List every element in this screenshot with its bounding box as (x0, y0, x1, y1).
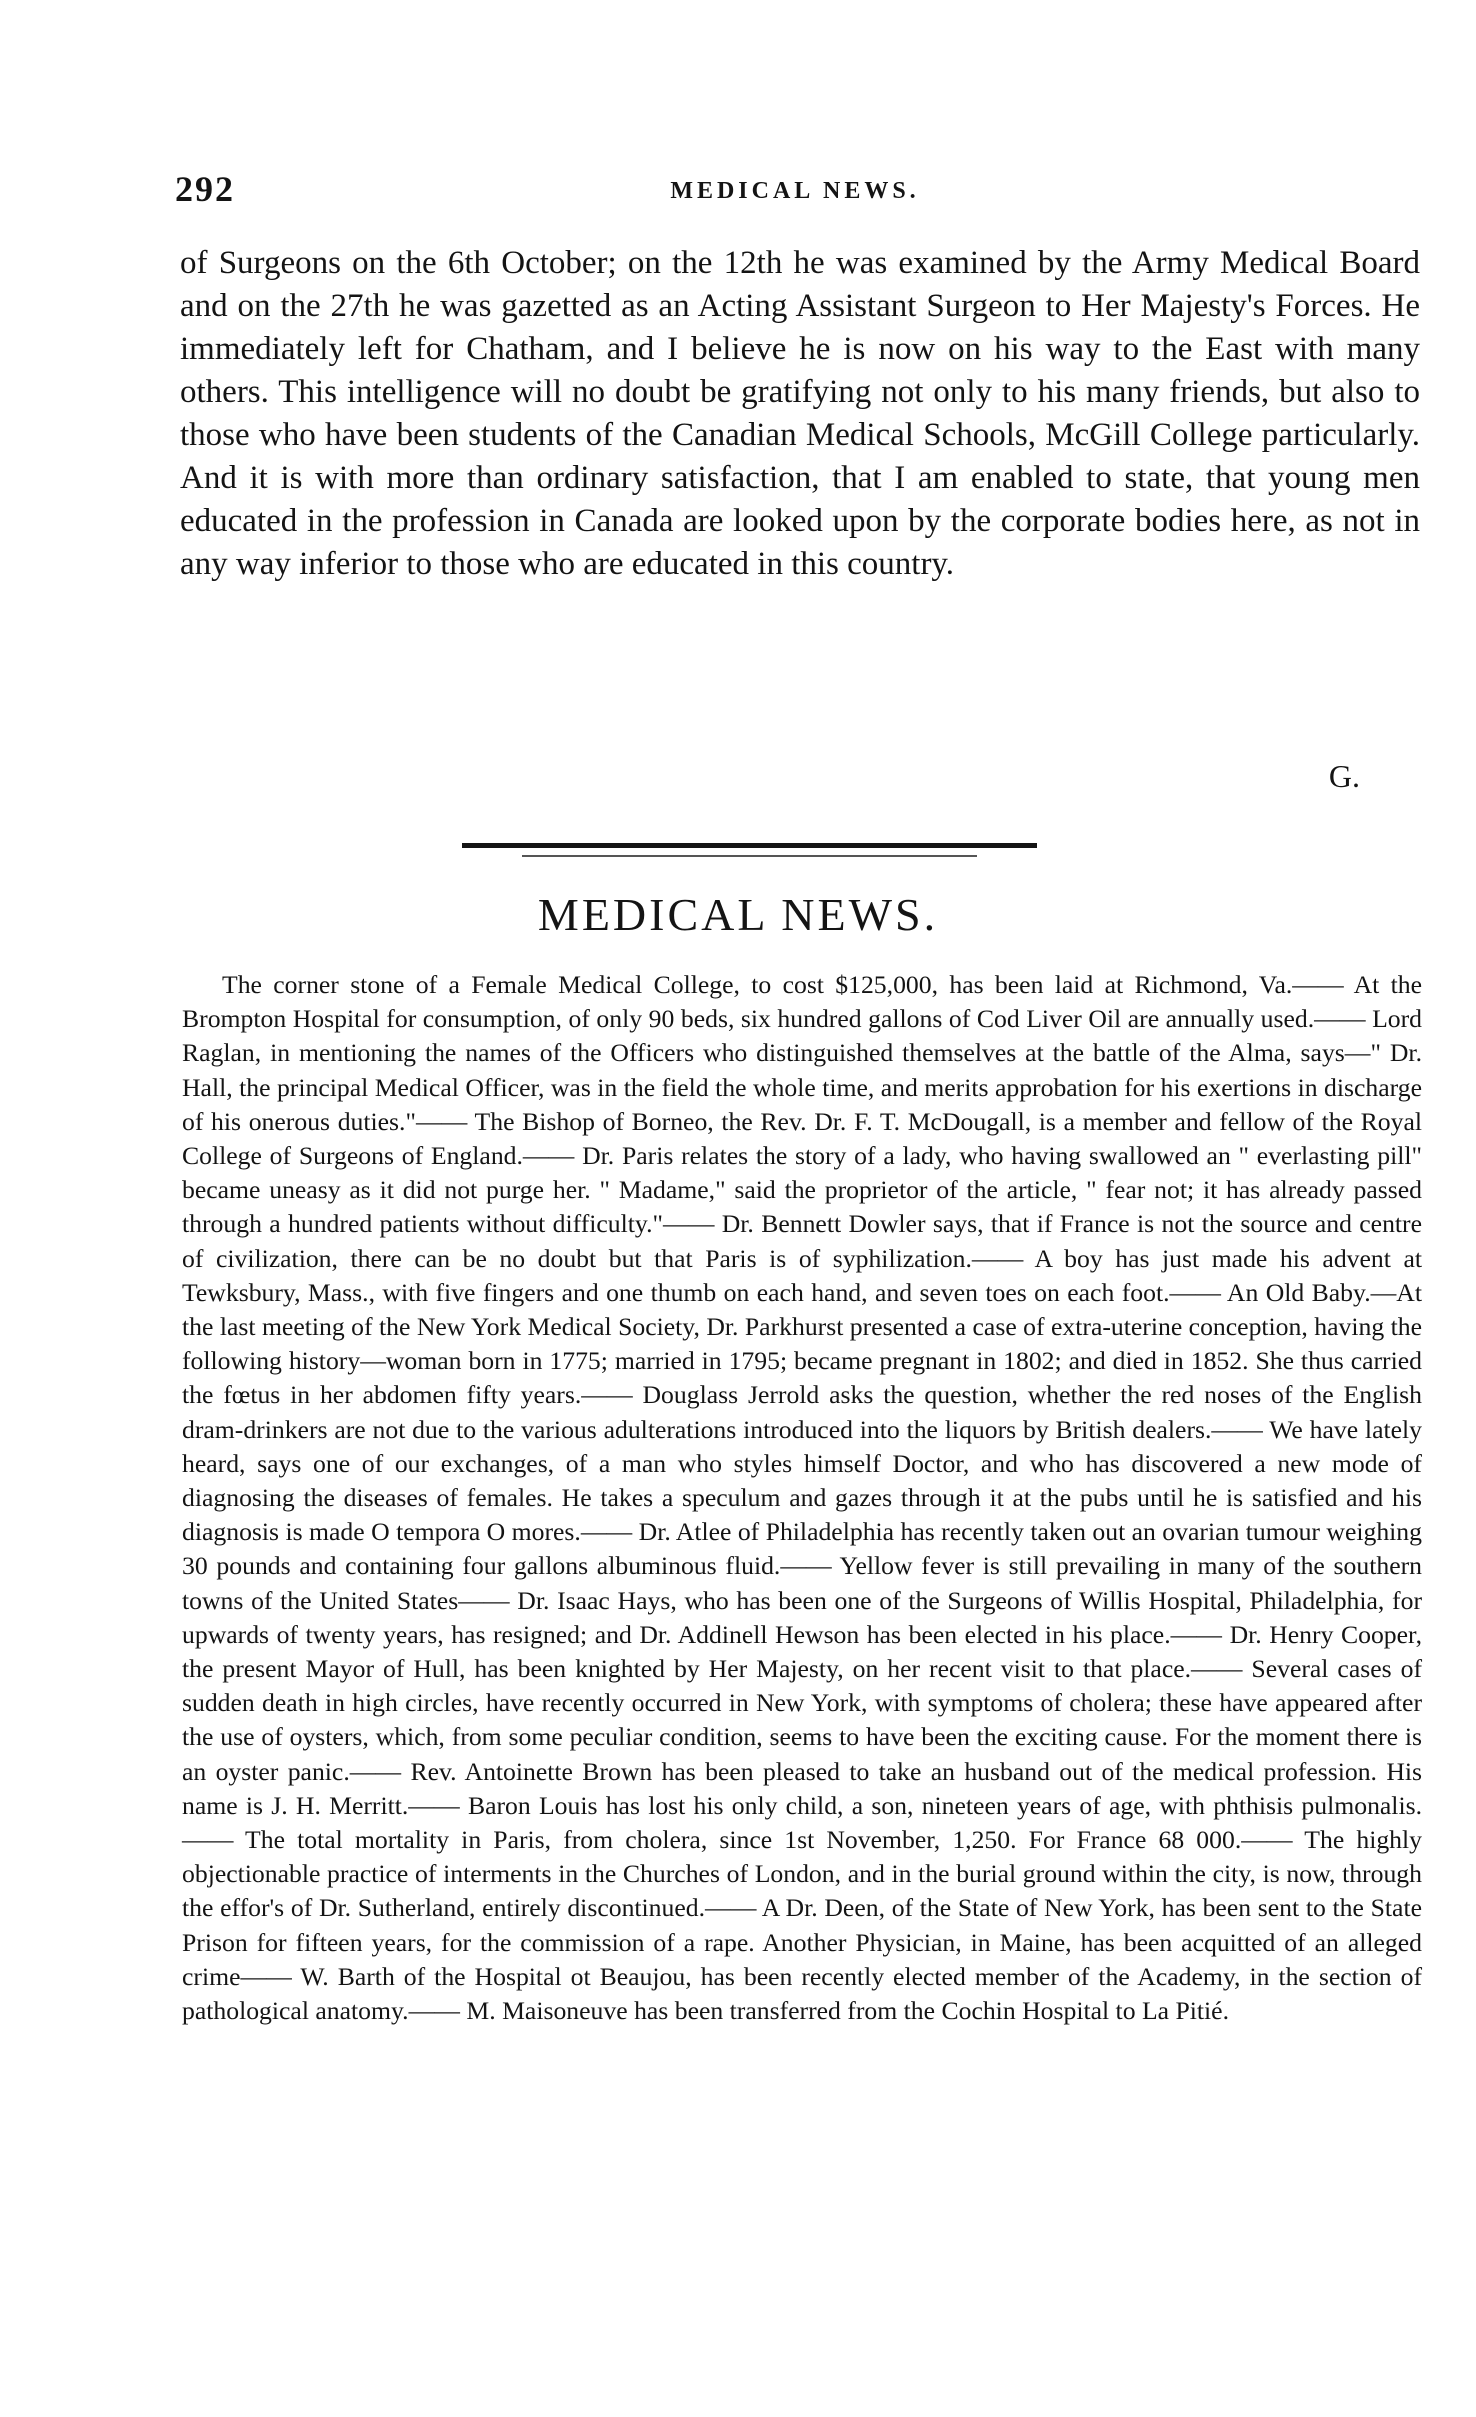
letter-body: of Surgeons on the 6th October; on the 12th he was examined by the Army Medical Board and on the 27th he was gazetted as an Acting Assistant Surgeon to Her Majesty's Forces. He immediately left for Chatham, and I believe he is now on his way to the East with many others. This intelligence will no doubt be gratifying not only to his many friends, but also to those who have been students of the Canadian Medical Schools, McGill College particularly. And it is with more than ordinary satisfaction, that I am enabled to state, that young men educated in the profession in Canada are looked upon by the corporate bodies here, as not in any way inferior to those who are educated in this country. (180, 245, 1420, 582)
running-header (175, 168, 1415, 218)
news-item: An Old Baby.—At the last meeting of the New York Medical Society, Dr. Parkhurst presented a case of extra-uterine conception, having the following history—woman born in 1775; married in 1795; became pregnant in 1802; and died in 1852. She thus carried the fœtus in her abdomen fifty years.—— (182, 1277, 1422, 1410)
news-paragraph (182, 968, 1422, 2028)
news-item: W. Barth of the Hospital ot Beaujou, has been recently elected member of the Academy, in the section of pathological anatomy.—— (182, 1961, 1422, 2026)
news-item: Dr. Atlee of Philadelphia has recently taken out an ovarian tumour weighing 30 pounds and containing four gallons albuminous fluid.—— (182, 1517, 1422, 1581)
news-item: The highly objectionable practice of interments in the Churches of London, and in the burial ground within the city, is now, through the effor's of Dr. Sutherland, entirely discontinued.—— (182, 1825, 1423, 1923)
news-item: Dr. Henry Cooper, the present Mayor of Hull, has been knighted by Her Majesty, on her recent visit to that place.—— (182, 1619, 1422, 1684)
news-item: M. Maisoneuve has been transferred from the Cochin Hospital to La Pitié. (466, 1996, 1229, 2026)
news-item: The corner stone of a Female Medical College, to cost $125,000, has been laid at Richmond, Va.—— (222, 970, 1344, 999)
news-item: Yellow fever is still prevailing in many of the southern towns of the United States—— (182, 1551, 1423, 1615)
news-item: The Bishop of Borneo, the Rev. Dr. F. T. McDougall, is a member and fellow of the Royal College of Surgeons of England.—— (182, 1106, 1422, 1171)
news-item: Several cases of sudden death in high circles, have recently occurred in New York, with symptoms of cholera; these have appeared after the use of oysters, which, from some peculiar condition, seems to have been the exciting cause. For the moment there is an oyster panic.—— (182, 1654, 1422, 1786)
page-number: 292 (175, 169, 235, 209)
running-title: MEDICAL NEWS. (670, 178, 920, 204)
news-item: A boy has just made his advent at Tewksbury, Mass., with five fingers and one thumb on each hand, and seven toes on each foot.—— (182, 1243, 1422, 1307)
news-item: Dr. Paris relates the story of a lady, who having swallowed an " everlasting pill" became uneasy as it did not purge her. " Madame," said the proprietor of the article, " fear not; it has already passed through a hundred patients without difficulty."—— (182, 1141, 1423, 1239)
news-item: The total mortality in Paris, from cholera, since 1st November, 1,250. For France 68 000.—— (245, 1825, 1293, 1855)
news-item: Dr. Isaac Hays, who has been one of the Surgeons of Willis Hospital, Philadelphia, for upwards of twenty years, has resigned; and Dr. Addinell Hewson has been elected in his place.—— (182, 1585, 1423, 1649)
news-item: Baron Louis has lost his only child, a son, nineteen years of age, with phthisis pulmonalis.—— (182, 1790, 1422, 1855)
news-item: Lord Raglan, in mentioning the names of the Officers who distinguished themselves at the battle of the Alma, says—" Dr. Hall, the principal Medical Officer, was in the field the whole time, and merits approbation for his exertions in discharge of his onerous duties."—— (182, 1004, 1422, 1136)
divider-thick-rule (462, 843, 1037, 848)
divider-thin-rule (522, 855, 977, 857)
section-title: MEDICAL NEWS. (537, 889, 939, 940)
news-item: At the Brompton Hospital for consumption, of only 90 beds, six hundred gallons of Cod Liver Oil are annually used.—— (182, 970, 1422, 1034)
news-item: We have lately heard, says one of our exchanges, of a man who styles himself Doctor, and who has discovered a new mode of diagnosing the diseases of females. He takes a speculum and gazes through it at the pubs until he is satisfied and his diagnosis is made O tempora O mores.—— (182, 1414, 1422, 1547)
news-column (182, 968, 1422, 2028)
news-item: Douglass Jerrold asks the question, whether the red noses of the English dram-drinkers are not due to the various adulterations introduced into the liquors by British dealers.—— (182, 1380, 1423, 1444)
letter-continuation (180, 242, 1420, 586)
news-item: Rev. Antoinette Brown has been pleased to take an husband out of the medical profession. His name is J. H. Merritt.—— (182, 1756, 1423, 1820)
letter-signature: G. (1328, 758, 1360, 794)
news-item: Dr. Bennett Dowler says, that if France is not the source and centre of civilization, there can be no doubt but that Paris is of syphilization.—— (182, 1209, 1422, 1273)
news-item: A Dr. Deen, of the State of New York, has been sent to the State Prison for fifteen years, for the commission of a rape. Another Physician, in Maine, has been acquitted of an alleged crime—— (182, 1893, 1422, 1991)
section-divider (462, 843, 1037, 865)
